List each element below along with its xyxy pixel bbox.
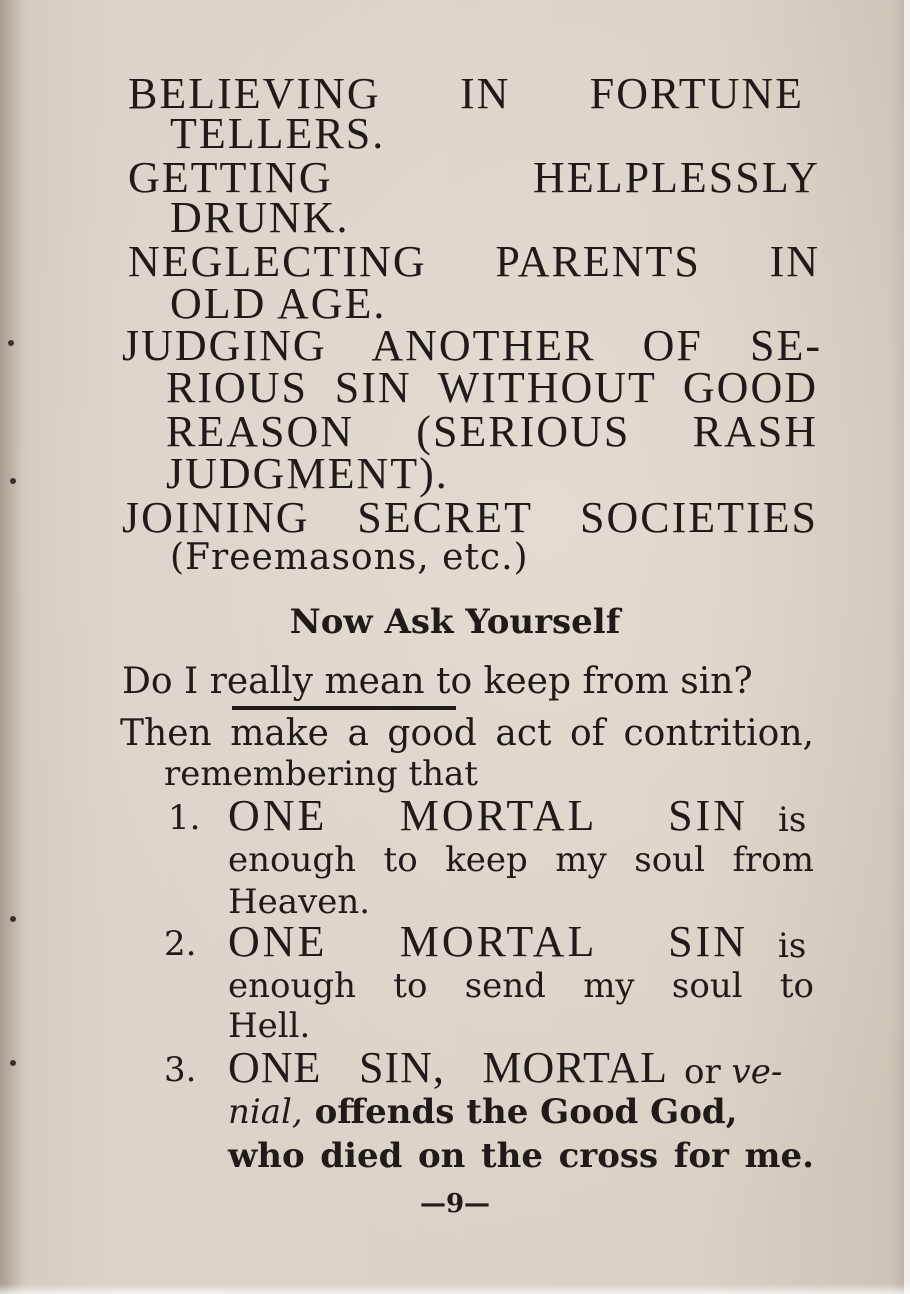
sin-line: JUDGING ANOTHER OF SE- [122,321,822,370]
question-line [122,660,753,704]
item-line: enough to send my soul to [228,966,814,1006]
sin-line: OLD AGE. [170,279,387,328]
item-caps: ONE MORTAL SIN [228,791,748,840]
item-line: Hell. [228,1006,311,1046]
contrition-line: Then make a good act of contrition, [120,713,814,754]
item-word [684,1050,782,1094]
item-caps: ONE SIN, MORTAL [228,1043,668,1092]
sin-line: RIOUS SIN WITHOUT GOOD [166,363,818,412]
question-underlined: really mean [209,661,425,702]
item-word: is [778,800,807,840]
sin-line: TELLERS. [170,109,386,158]
sin-line: DRUNK. [170,193,350,242]
item-number: 3. [164,1050,197,1090]
item-line-italic: nial, [228,1092,303,1132]
sin-line: REASON (SERIOUS RASH [166,407,818,456]
sin-line: GETTING HELPLESSLY [128,153,820,202]
underline-rule [232,706,456,710]
item-word: is [778,926,807,966]
binding-hole [10,916,16,922]
item-word-or: or [684,1052,721,1092]
sin-line: JUDGMENT). [166,449,449,498]
item-number: 1. [168,798,201,838]
question-after: to keep from sin? [424,661,753,702]
item-word-italic: ve- [731,1052,783,1092]
sin-line: JOINING SECRET SOCIETIES [122,493,818,542]
item-line-rest: offends the Good God, [314,1092,738,1132]
binding-hole [8,340,14,346]
page-edge-bottom [0,1284,910,1294]
sin-line: BELIEVING IN FORTUNE [128,69,804,118]
item-caps: ONE MORTAL SIN [228,917,748,966]
item-number: 2. [164,924,197,964]
item-line: enough to keep my soul from [228,840,814,880]
item-line: who died on the cross for me. [228,1136,814,1176]
sin-line: (Freemasons, etc.) [170,537,529,578]
binding-hole [10,478,16,484]
contrition-line: remembering that [164,754,478,794]
item-line: Heaven. [228,882,371,922]
sin-line: NEGLECTING PARENTS IN [128,237,820,286]
item-line [228,1090,814,1134]
question-before: Do I [122,661,210,702]
gutter-shadow [0,0,22,1294]
section-heading: Now Ask Yourself [289,602,621,642]
page-number: —9— [419,1189,491,1219]
binding-hole [10,1060,16,1066]
page-edge [904,0,910,1294]
